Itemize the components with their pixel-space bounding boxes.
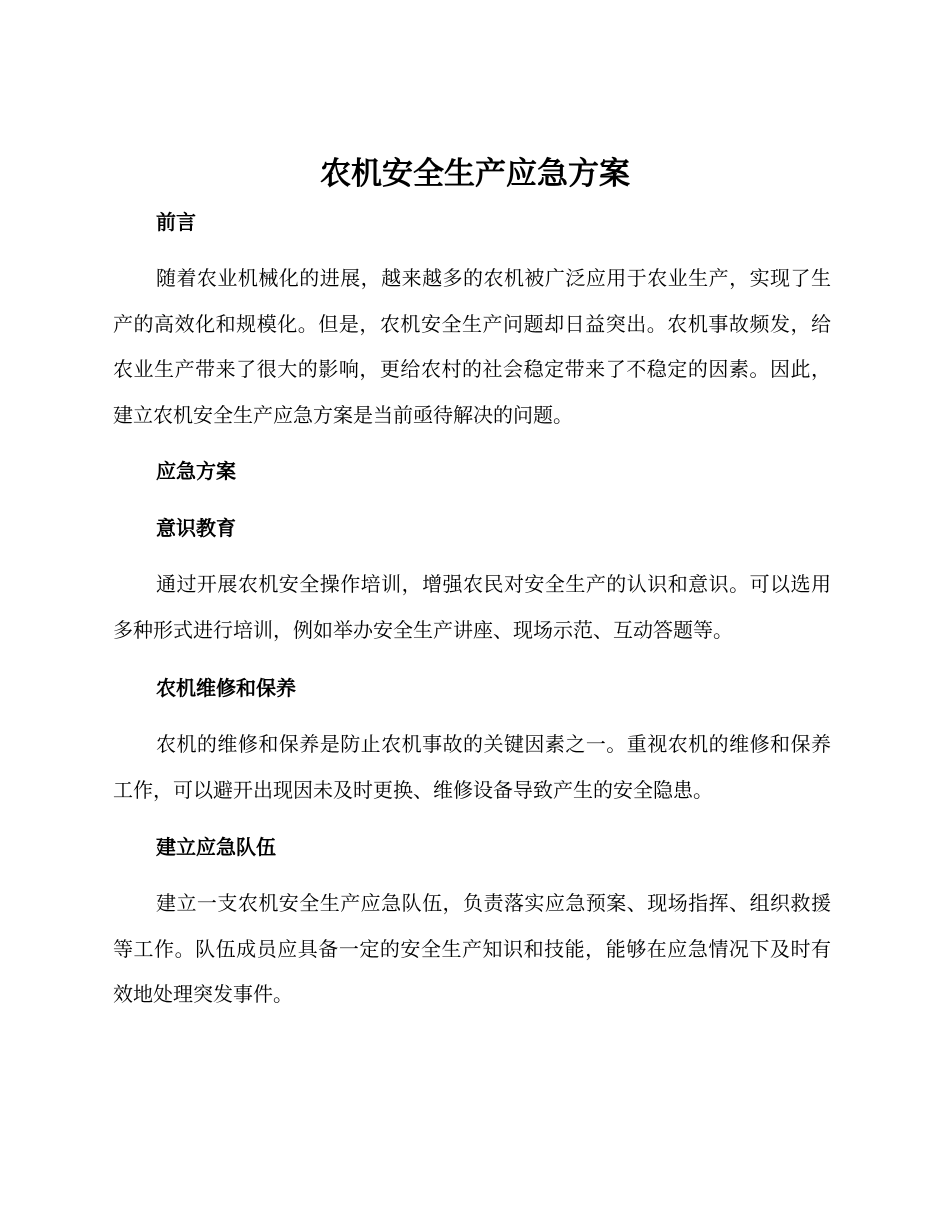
section-paragraph-preface: 随着农业机械化的进展，越来越多的农机被广泛应用于农业生产，实现了生产的高效化和规模化。但是，农机安全生产问题却日益突出。农机事故频发，给农业生产带来了很大的影响，更给农村的社会稳定带来了不稳定的因素。因此，建立农机安全生产应急方案是当前亟待解决的问题。 bbox=[113, 266, 831, 428]
section-paragraph-maintenance: 农机的维修和保养是防止农机事故的关键因素之一。重视农机的维修和保养工作，可以避开出现因未及时更换、维修设备导致产生的安全隐患。 bbox=[113, 732, 831, 802]
section-paragraph-emergency-team: 建立一支农机安全生产应急队伍，负责落实应急预案、现场指挥、组织救援等工作。队伍成员应具备一定的安全生产知识和技能，能够在应急情况下及时有效地处理突发事件。 bbox=[113, 891, 831, 1007]
section-heading-maintenance: 农机维修和保养 bbox=[156, 676, 296, 700]
section-heading-emergency-team: 建立应急队伍 bbox=[156, 835, 276, 859]
section-heading-awareness-education: 意识教育 bbox=[156, 516, 236, 540]
section-heading-emergency-plan: 应急方案 bbox=[156, 459, 236, 483]
section-paragraph-awareness-education: 通过开展农机安全操作培训，增强农民对安全生产的认识和意识。可以选用多种形式进行培训，例如举办安全生产讲座、现场示范、互动答题等。 bbox=[113, 572, 831, 642]
section-heading-preface: 前言 bbox=[156, 210, 196, 234]
document-title: 农机安全生产应急方案 bbox=[320, 156, 630, 192]
